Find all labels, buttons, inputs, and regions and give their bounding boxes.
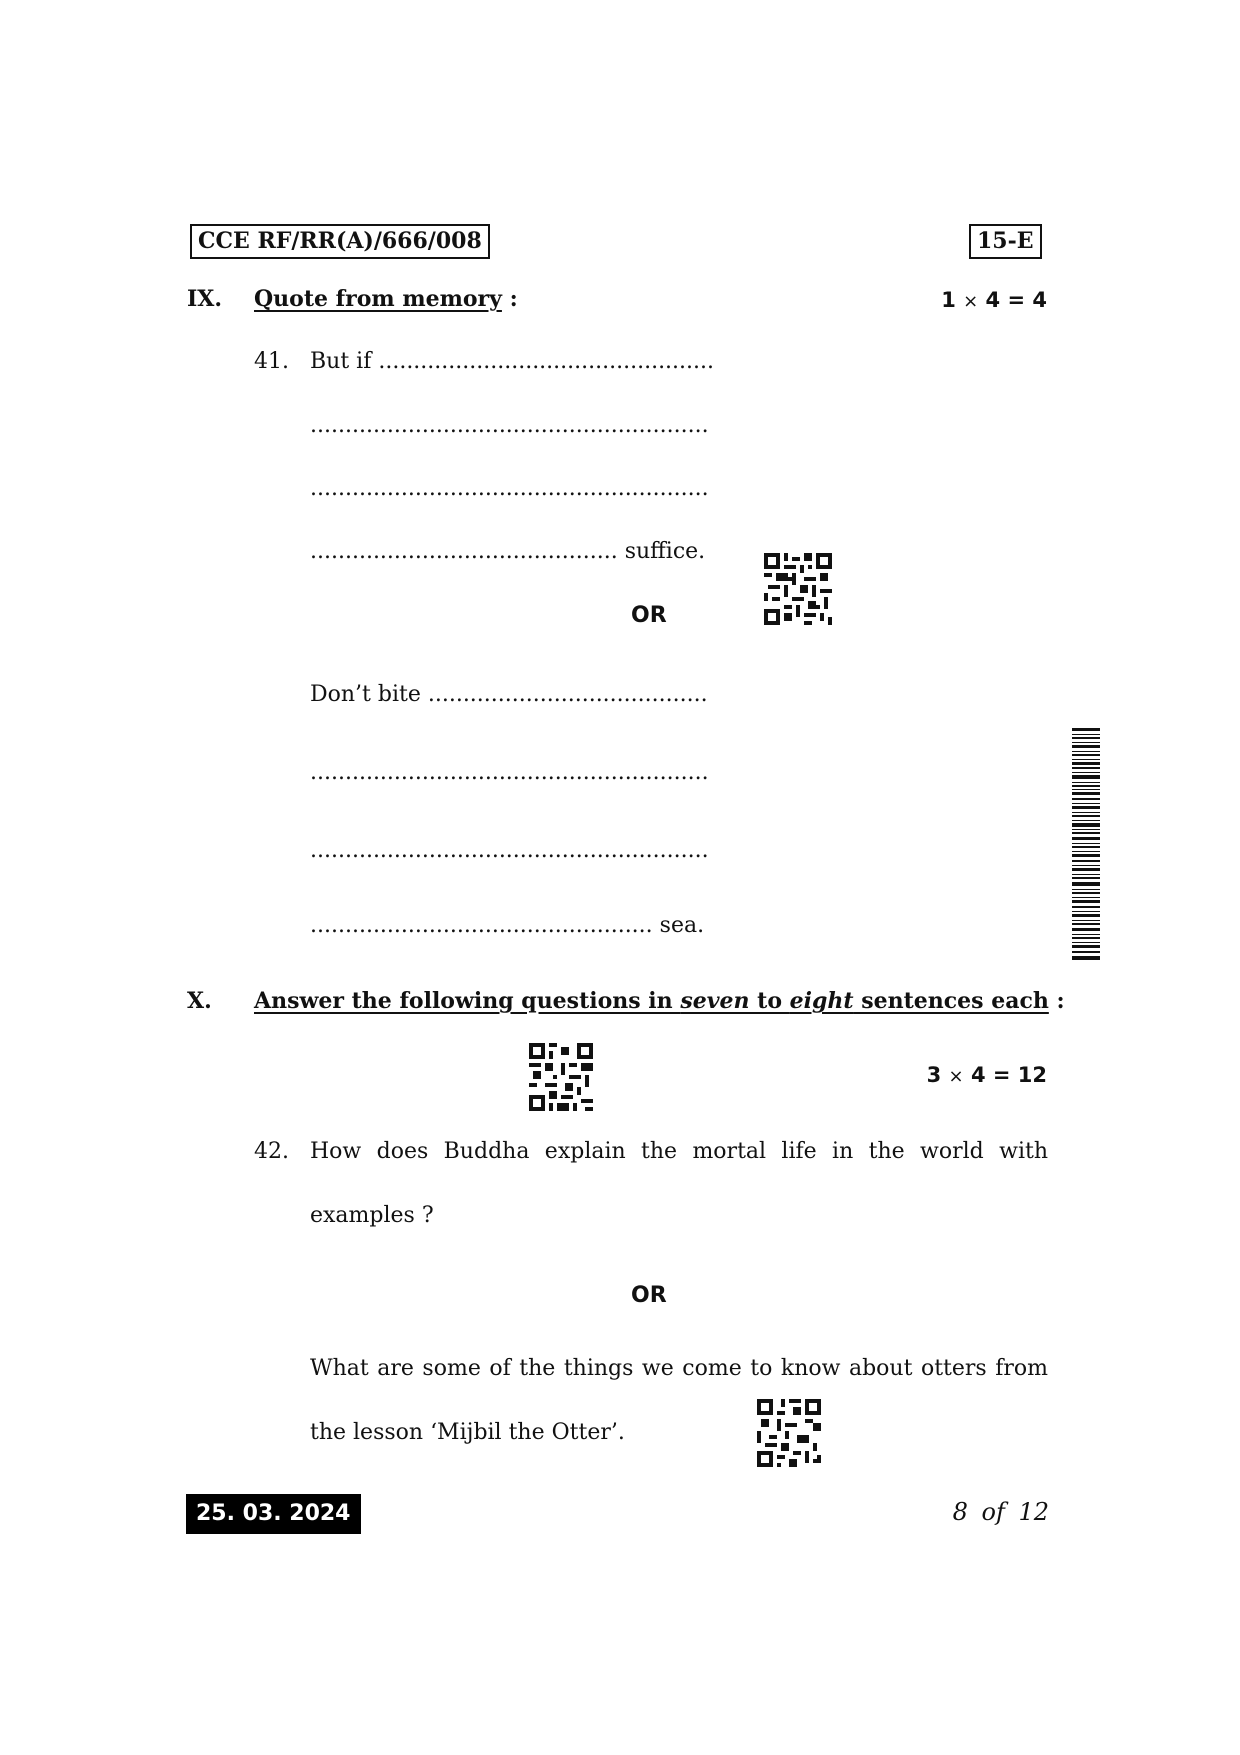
option2-line4: ................................................. sea. [310,913,705,938]
section-ix-heading [254,286,518,312]
section-x-heading [254,988,1065,1014]
question-42-number: 42. [254,1139,289,1164]
section-ix-colon: : [501,286,518,312]
section-x-number: X. [187,988,212,1014]
page-number: 8 of 12 [952,1498,1049,1526]
version-code-box [969,224,1042,259]
qr-code-icon [529,1042,593,1112]
qr-code-icon [764,553,832,625]
marks-count: 1 [941,288,956,312]
option2-line3: ......................................................... [310,838,709,863]
version-code: 15-E [977,228,1034,254]
option2-line1: Don’t bite ........................................ [310,682,708,707]
marks-times: × [963,291,979,312]
section-ix-marks [941,288,1047,312]
question-41-number: 41. [254,349,289,374]
section-x-title-part1: Answer the following questions in [254,988,681,1014]
section-x-marks [927,1063,1047,1087]
section-x-title-part3: sentences each [853,988,1049,1014]
barcode-icon [1072,728,1100,960]
option1-line4: ............................................ suffice. [310,539,706,564]
paper-code: CCE RF/RR(A)/666/008 [198,228,482,254]
question-42-line1: How does Buddha explain the mortal life in the world with [310,1139,1048,1164]
option2-line2: ......................................................... [310,760,709,785]
section-x-title-part2: to [749,988,790,1014]
qr-code-icon [757,1398,821,1468]
option1-line1: But if ................................................ [310,349,715,374]
paper-code-box [190,224,490,259]
alternate-question-line1: What are some of the things we come to know about otters from [310,1356,1048,1381]
section-x-title-em1: seven [680,988,750,1014]
section-x-title-em2: eight [789,988,854,1014]
or-divider-x: OR [631,1283,667,1308]
option1-line3: ......................................................... [310,476,709,501]
marks-total: 4 = 12 [970,1063,1047,1087]
section-ix-number: IX. [187,286,223,312]
or-divider-ix: OR [631,603,667,628]
marks-times: × [948,1066,964,1087]
exam-date-badge [186,1494,361,1534]
marks-total: 4 = 4 [985,288,1047,312]
option1-line2: ......................................................... [310,413,709,438]
section-ix-title: Quote from memory [254,286,502,312]
section-x-title [254,988,1049,1014]
exam-date: 25. 03. 2024 [196,1501,351,1526]
alternate-question-line2: the lesson ‘Mijbil the Otter’. [310,1420,625,1445]
section-x-colon: : [1048,988,1065,1014]
marks-count: 3 [926,1063,942,1087]
question-42-line2: examples ? [310,1203,434,1228]
